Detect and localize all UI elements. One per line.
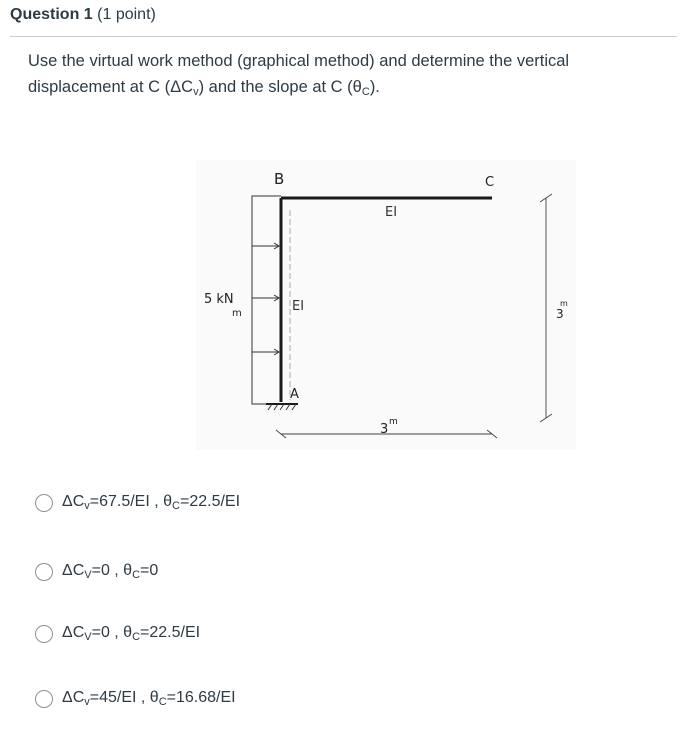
- answer-text: $\Delta C_v=67.5/EI$ , $\theta_C=22.5/EI$: [62, 493, 241, 512]
- radio-button[interactable]: [35, 690, 53, 708]
- answer-text: $\Delta C_V=0$ , $\theta_C=22.5/EI$: [62, 624, 201, 643]
- dim-vertical-value: 3: [556, 307, 564, 321]
- question-prompt: [28, 48, 673, 105]
- label-ei-beam: EI: [385, 205, 398, 220]
- radio-button[interactable]: [35, 494, 53, 512]
- sketch-background: [196, 160, 576, 450]
- label-b: B: [274, 170, 285, 188]
- question-title: Question 1: [10, 6, 93, 23]
- prompt-line-2: displacement at C $(\Delta C_v)$ and the slope at C $(\theta_C)$.: [28, 78, 380, 98]
- dim-horizontal-unit: m: [389, 417, 398, 427]
- prompt-line-1: Use the virtual work method (graphical method) and determine the vertical: [28, 52, 570, 70]
- label-c: C: [485, 175, 495, 190]
- question-header: [10, 6, 156, 24]
- radio-button[interactable]: [35, 625, 53, 643]
- answer-option-4[interactable]: [35, 689, 236, 708]
- question-points: (1 point): [97, 6, 156, 23]
- answer-text: $\Delta C_V=0$ , $\theta_C=0$: [62, 562, 159, 581]
- frame-diagram: [196, 160, 576, 450]
- answer-option-1[interactable]: [35, 493, 240, 512]
- answer-option-2[interactable]: [35, 562, 158, 581]
- dim-horizontal-value: 3: [380, 422, 389, 437]
- label-a: A: [290, 387, 299, 402]
- header-divider: [10, 36, 677, 37]
- radio-button[interactable]: [35, 563, 53, 581]
- label-ei-column: EI: [292, 299, 305, 314]
- load-label-bottom: m: [232, 308, 242, 319]
- dim-vertical-unit: m: [560, 299, 568, 308]
- answer-option-3[interactable]: [35, 624, 200, 643]
- answer-text: $\Delta C_v=45/EI$ , $\theta_C=16.68/EI$: [62, 689, 236, 708]
- load-label-top: 5 kN: [204, 292, 234, 307]
